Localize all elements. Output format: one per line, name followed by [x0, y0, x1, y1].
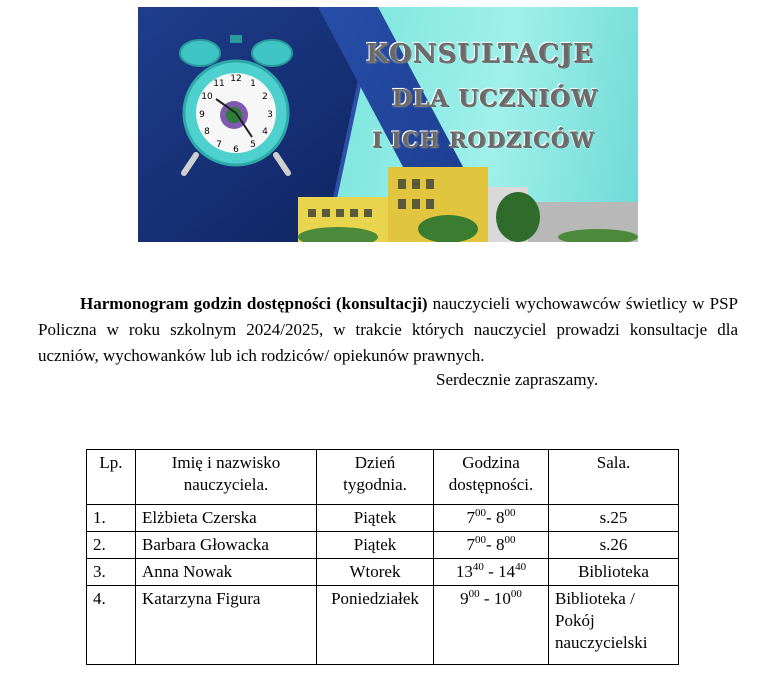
header-day: Dzień tygodnia. — [317, 450, 434, 505]
table-row — [87, 559, 679, 586]
banner-title-line-2: DLA UCZNIÓW — [392, 85, 598, 112]
cell-room: s.26 — [549, 532, 679, 559]
cell-name: Barbara Głowacka — [136, 532, 317, 559]
svg-text:7: 7 — [216, 140, 222, 150]
table-row — [87, 586, 679, 665]
table-row — [87, 532, 679, 559]
svg-text:3: 3 — [267, 110, 273, 120]
cell-name: Anna Nowak — [136, 559, 317, 586]
intro-rest: nauczycieli wychowawców świetlicy w PSP Policzna w roku szkolnym 2024/2025, w trakcie których nauczyciel prowadzi konsultacje dla uczniów, wychowanków lub ich rodziców/ opiekunów prawnych. — [38, 294, 738, 365]
svg-text:9: 9 — [199, 110, 205, 120]
svg-text:6: 6 — [233, 145, 239, 155]
svg-text:8: 8 — [204, 127, 210, 137]
school-building-image — [298, 157, 638, 242]
svg-text:2: 2 — [262, 92, 268, 102]
svg-text:4: 4 — [262, 127, 268, 137]
table-row — [87, 505, 679, 532]
cell-hours: $9^{00} - 10^{00}$ — [434, 586, 549, 665]
header-banner — [138, 7, 638, 242]
header-hours: Godzina dostępności. — [434, 450, 549, 505]
cell-room: s.25 — [549, 505, 679, 532]
banner-title-line-1: KONSULTACJE — [366, 39, 594, 69]
cell-name: Katarzyna Figura — [136, 586, 317, 665]
header-lp: Lp. — [87, 450, 136, 505]
svg-text:11: 11 — [213, 79, 225, 89]
cell-name: Elżbieta Czerska — [136, 505, 317, 532]
banner-title-line-3: I ICH RODZICÓW — [372, 127, 595, 152]
cell-lp: 1. — [87, 505, 136, 532]
svg-text:10: 10 — [201, 92, 213, 102]
cell-lp: 4. — [87, 586, 136, 665]
header-name: Imię i nazwisko nauczyciela. — [136, 450, 317, 505]
cell-hours: $13^{40} - 14^{40}$ — [434, 559, 549, 586]
cell-room: Biblioteka / Pokój nauczycielski — [549, 586, 679, 665]
alarm-clock-icon — [176, 25, 296, 185]
cell-day: Poniedziałek — [317, 586, 434, 665]
cell-lp: 2. — [87, 532, 136, 559]
greeting-text: Serdecznie zapraszamy. — [436, 370, 599, 389]
cell-lp: 3. — [87, 559, 136, 586]
cell-hours: $7^{00}-$ $8^{00}$ — [434, 532, 549, 559]
consultation-schedule-table — [86, 449, 679, 665]
table-header-row — [87, 450, 679, 505]
svg-text:5: 5 — [250, 140, 256, 150]
cell-day: Piątek — [317, 505, 434, 532]
header-room: Sala. — [549, 450, 679, 505]
svg-text:1: 1 — [250, 79, 256, 89]
svg-text:12: 12 — [230, 74, 242, 84]
intro-paragraph — [38, 291, 738, 369]
cell-day: Piątek — [317, 532, 434, 559]
intro-bold: Harmonogram godzin dostępności (konsultacji) — [80, 294, 428, 313]
cell-room: Biblioteka — [549, 559, 679, 586]
cell-hours: $7^{00}-$ $8^{00}$ — [434, 505, 549, 532]
cell-day: Wtorek — [317, 559, 434, 586]
